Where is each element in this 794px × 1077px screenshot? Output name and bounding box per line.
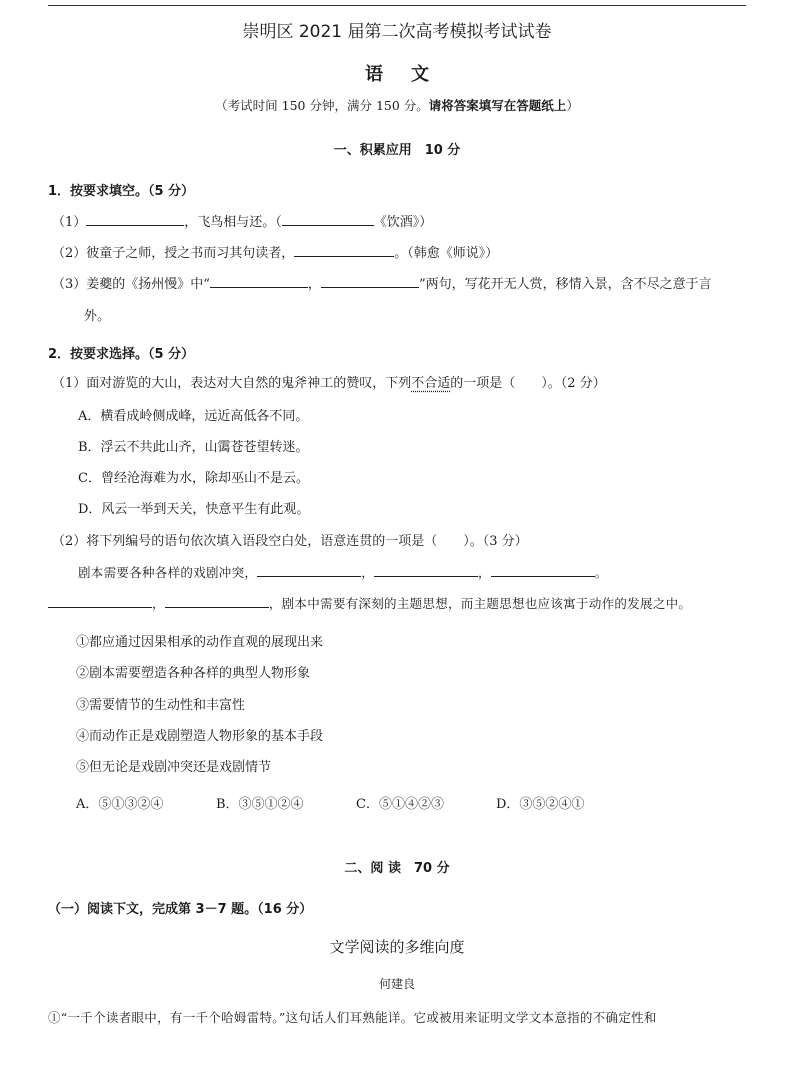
exam-title: 崇明区 2021 届第二次高考模拟考试试卷: [242, 22, 552, 42]
q2-option-b: B．浮云不共此山齐，山霭苍苍望转迷。: [78, 440, 309, 455]
answer-blank[interactable]: [282, 212, 374, 226]
section2-heading: 二、阅 读 70 分: [344, 861, 450, 876]
q2-option-a: A．横看成岭侧成峰，远近高低各不同。: [78, 409, 309, 424]
q1-item1: （1） ，飞鸟相与还。（ 《饮酒》）: [52, 211, 432, 230]
answer-blank[interactable]: [210, 274, 308, 288]
answer-blank[interactable]: [374, 563, 478, 577]
note-bold: 请将答案填写在答题纸上: [428, 98, 567, 113]
q2-sub1-stem: （1）面对游览的大山，表达对大自然的鬼斧神工的赞叹，下列不合适的一项是（ ）。（2 分）: [52, 376, 606, 391]
answer-blank[interactable]: [165, 594, 269, 608]
answer-blank[interactable]: [321, 274, 419, 288]
q1-item3: （3）姜夔的《扬州慢》中“ ， ”两句，写花开无人赏，移情入景，含不尽之意于言: [52, 273, 712, 292]
section1-heading: 一、积累应用 10 分: [333, 143, 461, 158]
answer-blank[interactable]: [491, 563, 595, 577]
answer-blank[interactable]: [294, 243, 394, 257]
passage-line2: ， ，剧本中需要有深刻的主题思想，而主题思想也应该寓于动作的发展之中。: [48, 594, 691, 612]
choice-a: A．⑤①③②④: [76, 797, 164, 812]
article-title: 文学阅读的多维向度: [329, 938, 465, 956]
passage-line1: 剧本需要各种各样的戏剧冲突， ， ， 。: [78, 565, 608, 580]
exam-note: （考试时间 150 分钟，满分 150 分。请将答案填写在答题纸上）: [215, 98, 579, 113]
choice-b: B．③⑤①②④: [216, 797, 304, 812]
choice-d: D．③⑤②④①: [496, 797, 585, 812]
article-para1: ①“一千个读者眼中，有一千个哈姆雷特。”这句话人们耳熟能详。它或被用来证明文学文本意指的不确定性和: [48, 1010, 657, 1025]
answer-blank[interactable]: [257, 563, 361, 577]
subject-title: 语文: [365, 64, 457, 85]
q1-stem: 1．按要求填空。（5 分）: [48, 184, 195, 199]
sentence-3: ③需要情节的生动性和丰富性: [76, 698, 246, 713]
q1-item2: （2）彼童子之师，授之书而习其句读者， 。（韩愈《师说》）: [52, 242, 498, 261]
reading-part1-stem: （一）阅读下文，完成第 3－7 题。（16 分）: [48, 902, 313, 917]
q2-option-c: C．曾经沧海难为水，除却巫山不是云。: [78, 471, 309, 486]
answer-blank[interactable]: [86, 212, 184, 226]
sentence-1: ①都应通过因果相承的动作直观的展现出来: [76, 635, 324, 650]
top-rule: [48, 5, 746, 6]
emphasis-text: 不合适: [411, 376, 451, 391]
sentence-5: ⑤但无论是戏剧冲突还是戏剧情节: [76, 760, 272, 775]
sentence-4: ④而动作正是戏剧塑造人物形象的基本手段: [76, 729, 324, 744]
q2-stem: 2．按要求选择。（5 分）: [48, 347, 195, 362]
answer-blank[interactable]: [48, 594, 152, 608]
q2-sub2-stem: （2）将下列编号的语句依次填入语段空白处，语意连贯的一项是（ ）。（3 分）: [52, 534, 528, 549]
q1-item3-cont: 外。: [84, 309, 111, 324]
article-author: 何建良: [378, 977, 415, 991]
q2-option-d: D．风云一举到天关，快意平生有此观。: [78, 502, 310, 517]
sentence-2: ②剧本需要塑造各种各样的典型人物形象: [76, 666, 311, 681]
choice-c: C．⑤①④②③: [356, 797, 444, 812]
